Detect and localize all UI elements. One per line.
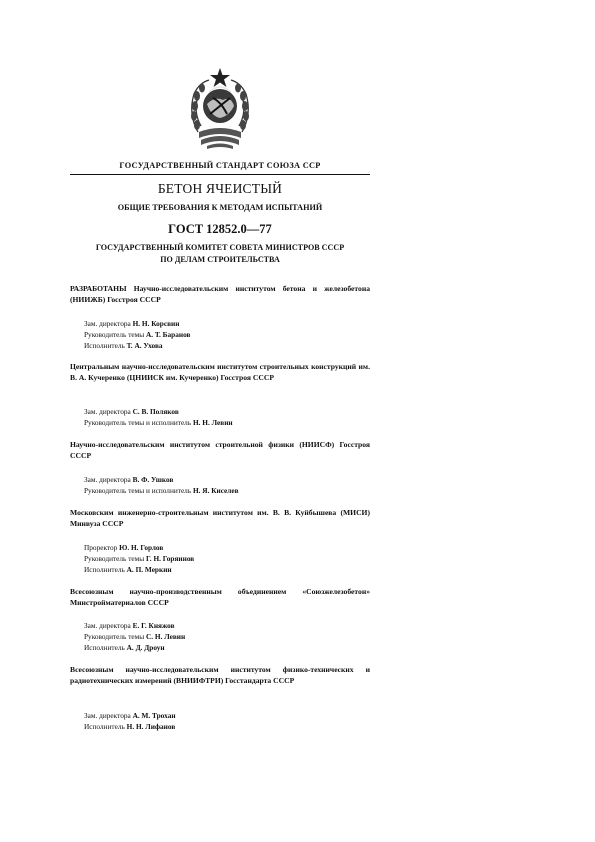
staff-entry <box>84 642 370 653</box>
staff-name: Н. Н. Корсвин <box>132 319 180 328</box>
staff-role: Зам. директора <box>84 621 131 630</box>
committee-line: ГОСУДАРСТВЕННЫЙ КОМИТЕТ СОВЕТА МИНИСТРОВ СССР <box>95 243 345 252</box>
staff-name: Ю. Н. Горлов <box>119 543 164 552</box>
staff-entry <box>84 329 370 340</box>
document-page <box>70 0 370 842</box>
staff-list <box>84 620 370 653</box>
organization-name: Всесоюзным научно-производственным объединением «Союзжелезобетон» Минстройматериалов СССР <box>70 587 370 607</box>
staff-name: Т. А. Ухова <box>126 341 163 350</box>
organization-paragraph <box>70 586 370 608</box>
staff-role: Руководитель темы и исполнитель <box>84 418 192 427</box>
staff-entry <box>84 631 370 642</box>
staff-name: В. Ф. Ушков <box>132 475 174 484</box>
organization-paragraph <box>70 664 370 686</box>
organization-name: Московским инженерно-строительным институтом им. В. В. Куйбышева (МИСИ) Минвуза СССР <box>70 508 370 528</box>
staff-entry <box>84 620 370 631</box>
organization-name: Центральным научно-исследовательским институтом строительных конструкций им. В. А. Кучеренко (ЦНИИСК им. Кучеренко) Госстроя СССР <box>70 362 370 382</box>
committee-heading <box>70 242 370 266</box>
staff-name: С. Н. Левин <box>145 632 186 641</box>
staff-role: Проректор <box>84 543 118 552</box>
staff-role: Зам. директора <box>84 711 131 720</box>
organization-paragraph <box>70 507 370 529</box>
organization-paragraph <box>70 439 370 461</box>
staff-role: Руководитель темы <box>84 554 145 563</box>
staff-role: Исполнитель <box>84 643 125 652</box>
document-subtitle: ОБЩИЕ ТРЕБОВАНИЯ К МЕТОДАМ ИСПЫТАНИЙ <box>117 203 323 212</box>
staff-name: А. Т. Баранов <box>145 330 191 339</box>
staff-list <box>84 542 370 575</box>
staff-role: Руководитель темы и исполнитель <box>84 486 192 495</box>
staff-list <box>84 406 370 428</box>
organization-name: Научно-исследовательским институтом строительной физики (НИИСФ) Госстроя СССР <box>70 440 370 460</box>
staff-role: Зам. директора <box>84 319 131 328</box>
staff-name: Е. Г. Княжов <box>132 621 175 630</box>
staff-role: Руководитель темы <box>84 632 145 641</box>
staff-name: С. В. Поляков <box>132 407 179 416</box>
staff-entry <box>84 485 370 496</box>
staff-name: А. Д. Дроун <box>126 643 165 652</box>
staff-entry <box>84 553 370 564</box>
organization-name: Всесоюзным научно-исследовательским институтом физико-технических и радиотехнических измерений (ВНИИФТРИ) Госстандарта СССР <box>70 665 370 685</box>
staff-entry <box>84 721 370 732</box>
staff-name: А. М. Трохан <box>132 711 176 720</box>
staff-role: Исполнитель <box>84 565 125 574</box>
staff-list <box>84 318 370 351</box>
staff-list <box>84 710 370 732</box>
organization-paragraph <box>70 283 370 305</box>
state-standard-label: ГОСУДАРСТВЕННЫЙ СТАНДАРТ СОЮЗА ССР <box>119 161 321 170</box>
header-divider <box>70 174 370 175</box>
staff-entry <box>84 417 370 428</box>
committee-line: ПО ДЕЛАМ СТРОИТЕЛЬСТВА <box>160 255 280 264</box>
staff-role: Исполнитель <box>84 341 125 350</box>
state-emblem-icon <box>185 66 255 150</box>
staff-role: Зам. директора <box>84 475 131 484</box>
staff-entry <box>84 564 370 575</box>
staff-role: Исполнитель <box>84 722 125 731</box>
gost-number: ГОСТ 12852.0—77 <box>168 222 272 236</box>
staff-entry <box>84 542 370 553</box>
staff-entry <box>84 406 370 417</box>
staff-entry <box>84 340 370 351</box>
staff-name: Н. Я. Киселев <box>192 486 239 495</box>
staff-list <box>84 474 370 496</box>
organization-paragraph <box>70 361 370 383</box>
document-title: БЕТОН ЯЧЕИСТЫЙ <box>157 181 283 196</box>
organization-name: Научно-исследовательским институтом бетона и железобетона (НИИЖБ) Госстроя СССР <box>70 284 370 304</box>
staff-role: Зам. директора <box>84 407 131 416</box>
staff-name: Н. Н. Лифанов <box>126 722 176 731</box>
staff-role: Руководитель темы <box>84 330 145 339</box>
staff-name: А. П. Меркин <box>126 565 172 574</box>
developed-by-label: РАЗРАБОТАНЫ <box>70 284 127 293</box>
staff-name: Г. Н. Горяинов <box>145 554 195 563</box>
staff-name: Н. Н. Левин <box>192 418 233 427</box>
staff-entry <box>84 474 370 485</box>
staff-entry <box>84 710 370 721</box>
staff-entry <box>84 318 370 329</box>
